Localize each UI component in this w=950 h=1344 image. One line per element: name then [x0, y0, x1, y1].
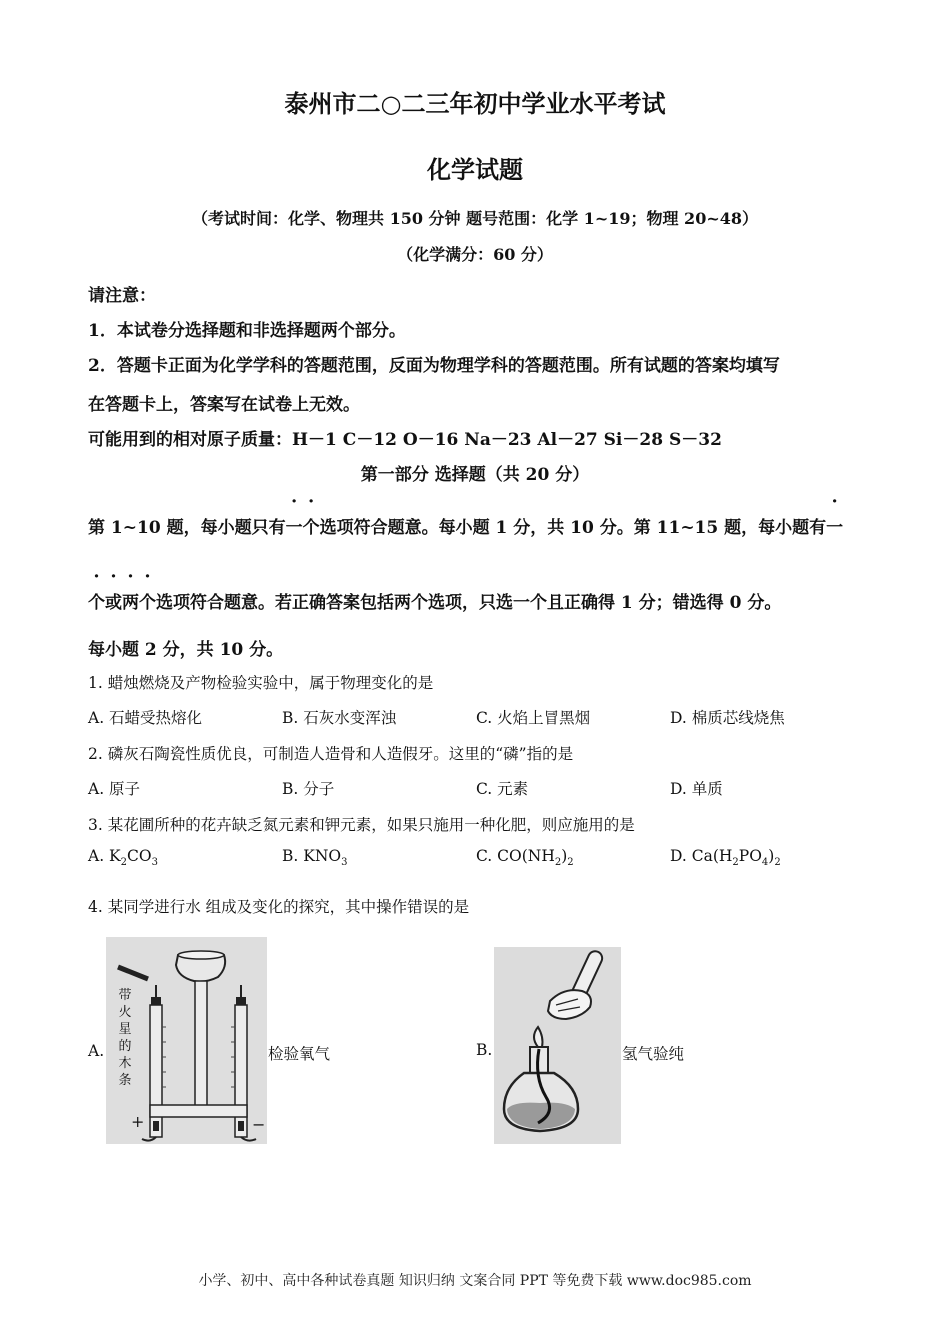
- q3-option-c: [476, 847, 574, 868]
- q3-stem: 3. 某花圃所种的花卉缺乏氮元素和钾元素，如果只施用一种化肥，则应施用的是: [88, 816, 635, 834]
- emphasis-char: 或: [105, 593, 122, 613]
- time-note: （考试时间：化学、物理共 150 分钟 题号范围：化学 1~19；物理 20~48）: [192, 209, 758, 228]
- q3-option-b: [282, 847, 347, 868]
- emphasis-char: 一: [826, 518, 844, 538]
- q4-stem: 4. 某同学进行水 组成及变化的探究，其中操作错误的是: [88, 898, 470, 916]
- hydrogen-purity-test-figure: [494, 947, 621, 1144]
- formula-part: PO: [738, 847, 762, 865]
- page-footer: 小学、初中、高中各种试卷真题 知识归纳 文案合同 PPT 等免费下载 www.doc985.com: [198, 1273, 752, 1289]
- emphasis-char: 一: [285, 518, 303, 538]
- q1-option-a: A. 石蜡受热熔化: [88, 709, 203, 727]
- part1-instruction-line-1: [88, 513, 843, 538]
- cathode-sign: −: [252, 1115, 266, 1134]
- q3-option-d: [670, 847, 781, 868]
- score-note: （化学满分：60 分）: [397, 245, 553, 264]
- formula-subscript: 2: [120, 857, 128, 869]
- q3-option-a: [88, 847, 158, 868]
- emphasis-char: 个: [139, 593, 156, 613]
- alcohol-lamp-icon: [494, 947, 621, 1144]
- q1-stem: 1. 蜡烛燃烧及产物检验实验中，属于物理变化的是: [88, 674, 434, 692]
- formula-part: CO: [127, 847, 152, 865]
- q1-option-c: C. 火焰上冒黑烟: [476, 709, 591, 727]
- formula-part: C. CO(NH: [476, 847, 555, 865]
- formula-part: B. KNO: [282, 847, 342, 865]
- part1-instruction-line-2: [88, 588, 781, 613]
- formula-subscript: 3: [341, 857, 348, 869]
- anode-sign: +: [131, 1112, 145, 1131]
- q1-option-b: B. 石灰水变浑浊: [282, 709, 397, 727]
- notice-item-2-line-1: 2．答题卡正面为化学学科的答题范围，反面为物理学科的答题范围。所有试题的答案均填写: [88, 356, 780, 376]
- formula-part: ): [561, 847, 568, 865]
- q2-option-a: A. 原子: [88, 780, 141, 798]
- instruction-text: 第 1~10 题，每小题只有: [88, 518, 286, 538]
- atomic-masses: 可能用到的相对原子质量：H－1 C－12 O－16 Na－23 Al－27 Si－28 S－32: [88, 430, 722, 450]
- q2-option-c: C. 元素: [476, 780, 529, 798]
- notice-heading: 请注意：: [88, 286, 156, 306]
- q4-option-a-label: A.: [88, 1042, 105, 1060]
- q2-stem: 2. 磷灰石陶瓷性质优良，可制造人造骨和人造假牙。这里的“磷”指的是: [88, 745, 574, 763]
- q1-option-d: D. 棉质芯线烧焦: [670, 709, 785, 727]
- formula-subscript: 2: [732, 857, 739, 869]
- emphasis-char: 个: [88, 593, 105, 613]
- subject-title: 化学试题: [427, 155, 523, 184]
- q2-option-b: B. 分子: [282, 780, 335, 798]
- formula-subscript: 2: [774, 857, 781, 869]
- emphasis-char: 两: [122, 593, 139, 613]
- notice-item-1: 1．本试卷分选择题和非选择题两个部分。: [88, 321, 406, 341]
- part1-instruction-line-3: 每小题 2 分，共 10 分。: [88, 640, 284, 660]
- q4-option-b-text: 氢气验纯: [622, 1045, 685, 1063]
- part1-heading: 第一部分 选择题（共 20 分）: [360, 465, 590, 485]
- formula-part: D. Ca(H: [670, 847, 733, 865]
- formula-subscript: 2: [567, 857, 574, 869]
- electrolysis-apparatus-figure: [106, 937, 267, 1144]
- emphasis-char: 个: [302, 518, 320, 538]
- notice-item-2-line-2: 在答题卡上，答案写在试卷上无效。: [88, 395, 360, 415]
- formula-subscript: 2: [554, 857, 562, 869]
- instruction-text: 选项符合题意。每小题 1 分，共 10 分。第 11~15 题，每小题有: [319, 518, 827, 538]
- q4-option-a-text: 检验氧气: [268, 1045, 331, 1063]
- q4-option-b-label: B.: [476, 1041, 493, 1059]
- formula-subscript: 3: [151, 857, 158, 869]
- formula-subscript: 4: [761, 857, 769, 869]
- instruction-text: 选项符合题意。若正确答案包括两个选项，只选一个且正确得 1 分；错选得 0 分。: [156, 593, 782, 613]
- formula-part: ): [768, 847, 775, 865]
- formula-part: A. K: [88, 847, 121, 865]
- glowing-splint-label: 带火星的木条: [118, 988, 132, 1088]
- q2-option-d: D. 单质: [670, 780, 723, 798]
- exam-title: 泰州市二○二三年初中学业水平考试: [284, 89, 666, 118]
